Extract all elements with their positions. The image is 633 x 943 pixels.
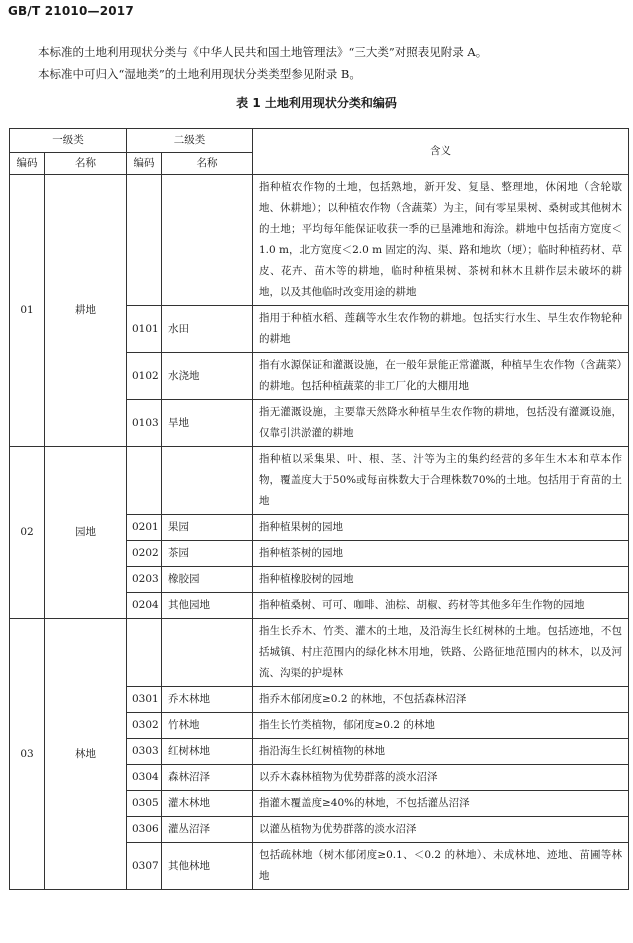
level2-code: 0201 bbox=[127, 515, 162, 541]
header-level2-name: 名称 bbox=[162, 153, 253, 175]
level2-name-empty bbox=[162, 175, 253, 306]
level2-name: 水浇地 bbox=[162, 353, 253, 400]
level1-description: 指种植以采集果、叶、根、茎、汁等为主的集约经营的多年生木本和草本作物，覆盖度大于50%或每亩株数大于合理株数70%的土地。包括用于育苗的土地 bbox=[253, 447, 629, 515]
document-id: GB/T 21010—2017 bbox=[8, 4, 134, 18]
table-body bbox=[10, 175, 629, 890]
level2-description: 指乔木郁闭度≥0.2 的林地，不包括森林沼泽 bbox=[253, 687, 629, 713]
level1-name: 林地 bbox=[45, 619, 127, 890]
level2-code: 0306 bbox=[127, 817, 162, 843]
header-level2: 二级类 bbox=[127, 129, 253, 153]
level2-description: 以灌丛植物为优势群落的淡水沼泽 bbox=[253, 817, 629, 843]
level2-description: 指有水源保证和灌溉设施，在一般年景能正常灌溉，种植旱生农作物（含蔬菜）的耕地。包括种植蔬菜的非工厂化的大棚用地 bbox=[253, 353, 629, 400]
level2-code: 0103 bbox=[127, 400, 162, 447]
level2-code: 0204 bbox=[127, 593, 162, 619]
level2-name-empty bbox=[162, 619, 253, 687]
level2-code-empty bbox=[127, 619, 162, 687]
level2-name: 其他林地 bbox=[162, 843, 253, 890]
level1-name: 耕地 bbox=[45, 175, 127, 447]
level2-code: 0203 bbox=[127, 567, 162, 593]
level2-description: 指灌木覆盖度≥40%的林地，不包括灌丛沼泽 bbox=[253, 791, 629, 817]
level2-description: 以乔木森林植物为优势群落的淡水沼泽 bbox=[253, 765, 629, 791]
header-level2-code: 编码 bbox=[127, 153, 162, 175]
level2-code: 0304 bbox=[127, 765, 162, 791]
level1-name: 园地 bbox=[45, 447, 127, 619]
intro-paragraph-2: 本标准中可归入“湿地类”的土地利用现状分类类型参见附录 B。 bbox=[38, 67, 361, 81]
land-use-classification-table bbox=[9, 128, 629, 890]
level2-code: 0302 bbox=[127, 713, 162, 739]
level2-description: 指沿海生长红树植物的林地 bbox=[253, 739, 629, 765]
level2-name: 果园 bbox=[162, 515, 253, 541]
level1-description: 指生长乔木、竹类、灌木的土地，及沿海生长红树林的土地。包括迹地，不包括城镇、村庄范围内的绿化林木用地，铁路、公路征地范围内的林木，以及河流、沟渠的护堤林 bbox=[253, 619, 629, 687]
level2-code: 0101 bbox=[127, 306, 162, 353]
level2-code: 0303 bbox=[127, 739, 162, 765]
level2-description: 指种植果树的园地 bbox=[253, 515, 629, 541]
level2-code-empty bbox=[127, 175, 162, 306]
level2-code: 0102 bbox=[127, 353, 162, 400]
level2-name: 其他园地 bbox=[162, 593, 253, 619]
level2-code: 0202 bbox=[127, 541, 162, 567]
level2-code: 0305 bbox=[127, 791, 162, 817]
level1-description: 指种植农作物的土地，包括熟地，新开发、复垦、整理地，休闲地（含轮歇地、休耕地）；以种植农作物（含蔬菜）为主，间有零星果树、桑树或其他树木的土地；平均每年能保证收获一季的已垦滩地和海涂。耕地中包括南方宽度＜1.0 m，北方宽度＜2.0 m 固定的沟、渠、路和地坎（埂）；临时种植药材、草皮、花卉、苗木等的耕地，临时种植果树、茶树和林木且耕作层未破坏的耕地，以及其他临时改变用途的耕地 bbox=[253, 175, 629, 306]
level2-name: 红树林地 bbox=[162, 739, 253, 765]
level2-description: 指种植橡胶树的园地 bbox=[253, 567, 629, 593]
intro-paragraph-1: 本标准的土地利用现状分类与《中华人民共和国土地管理法》“三大类”对照表见附录 A。 bbox=[38, 45, 488, 59]
level2-description: 指无灌溉设施，主要靠天然降水种植旱生农作物的耕地，包括没有灌溉设施，仅靠引洪淤灌的耕地 bbox=[253, 400, 629, 447]
level1-code: 02 bbox=[10, 447, 45, 619]
level2-code-empty bbox=[127, 447, 162, 515]
header-level1-code: 编码 bbox=[10, 153, 45, 175]
level2-name: 水田 bbox=[162, 306, 253, 353]
level2-description: 指生长竹类植物，郁闭度≥0.2 的林地 bbox=[253, 713, 629, 739]
level2-code: 0307 bbox=[127, 843, 162, 890]
table-caption: 表 1 土地利用现状分类和编码 bbox=[236, 96, 397, 110]
table-row bbox=[10, 447, 629, 515]
level2-name: 森林沼泽 bbox=[162, 765, 253, 791]
level1-code: 03 bbox=[10, 619, 45, 890]
level2-name: 茶园 bbox=[162, 541, 253, 567]
level2-name: 旱地 bbox=[162, 400, 253, 447]
level2-description: 指用于种植水稻、莲藕等水生农作物的耕地。包括实行水生、旱生农作物轮种的耕地 bbox=[253, 306, 629, 353]
level2-description: 指种植茶树的园地 bbox=[253, 541, 629, 567]
table-row bbox=[10, 175, 629, 306]
level2-name: 灌木林地 bbox=[162, 791, 253, 817]
level2-description: 包括疏林地（树木郁闭度≥0.1、＜0.2 的林地）、未成林地、迹地、苗圃等林地 bbox=[253, 843, 629, 890]
level1-code: 01 bbox=[10, 175, 45, 447]
level2-description: 指种植桑树、可可、咖啡、油棕、胡椒、药材等其他多年生作物的园地 bbox=[253, 593, 629, 619]
header-level1-name: 名称 bbox=[45, 153, 127, 175]
level2-name: 橡胶园 bbox=[162, 567, 253, 593]
level2-code: 0301 bbox=[127, 687, 162, 713]
header-level1: 一级类 bbox=[10, 129, 127, 153]
level2-name: 乔木林地 bbox=[162, 687, 253, 713]
table-row bbox=[10, 619, 629, 687]
header-meaning: 含义 bbox=[253, 129, 629, 175]
level2-name: 竹林地 bbox=[162, 713, 253, 739]
level2-name-empty bbox=[162, 447, 253, 515]
level2-name: 灌丛沼泽 bbox=[162, 817, 253, 843]
